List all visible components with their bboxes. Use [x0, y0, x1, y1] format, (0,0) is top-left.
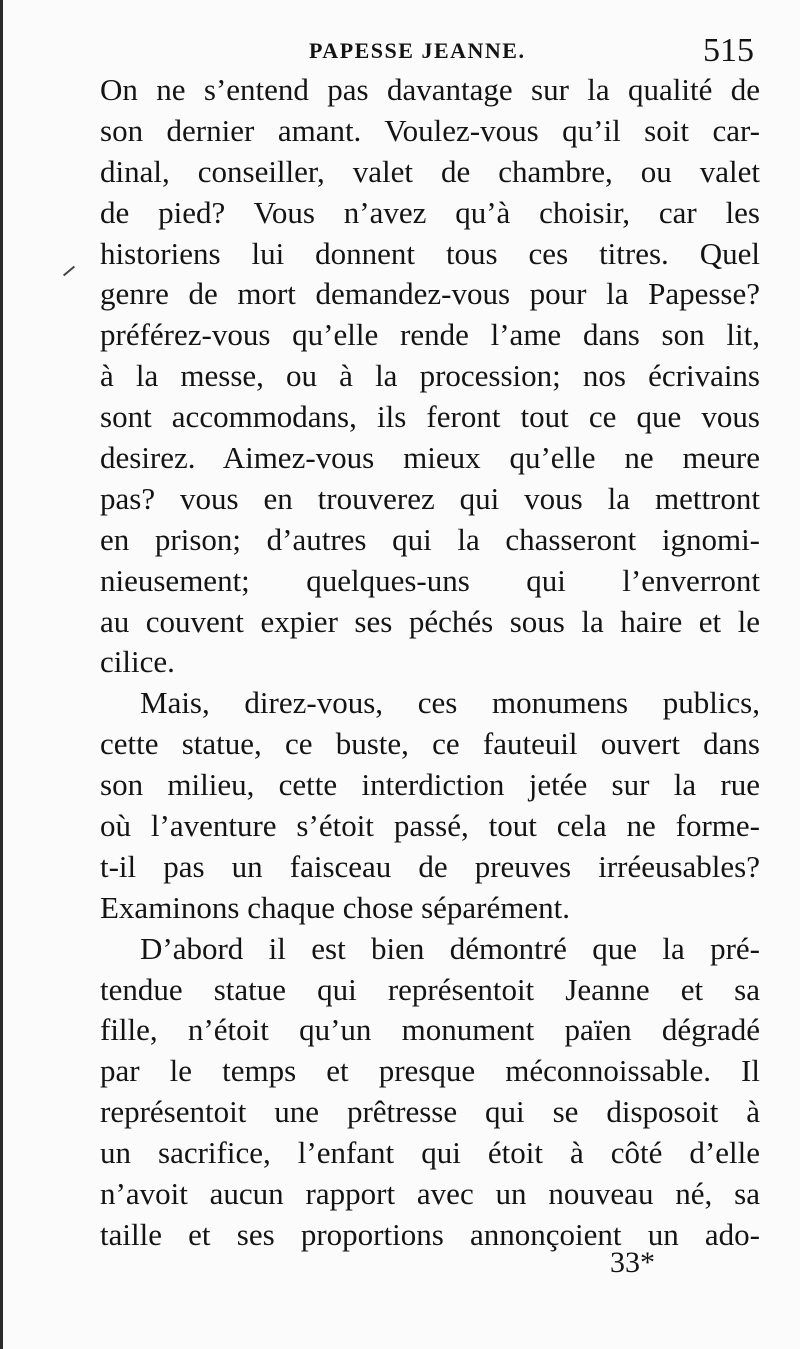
text-line: t-il pas un faisceau de preuves irréeusables?: [100, 848, 760, 884]
signature-mark: 33*: [610, 1246, 655, 1279]
text-line: au couvent expier ses péchés sous la haire et le: [100, 603, 760, 639]
text-line: historiens lui donnent tous ces titres. Quel: [100, 235, 760, 271]
text-line: nieusement; quelques-uns qui l’enverront: [100, 562, 760, 598]
text-line: dinal, conseiller, valet de chambre, ou valet: [100, 153, 760, 189]
text-line: fille, n’étoit qu’un monument païen dégradé: [100, 1012, 760, 1048]
paragraph: [100, 929, 760, 1256]
running-head: [104, 32, 754, 74]
text-line: en prison; d’autres qui la chasseront ignomi-: [100, 521, 760, 557]
text-line: pas? vous en trouverez qui vous la mettront: [100, 480, 760, 516]
text-line: cilice.: [100, 644, 175, 680]
running-title: PAPESSE JEANNE.: [309, 38, 526, 63]
text-line: cette statue, ce buste, ce fauteuil ouvert dans: [100, 726, 760, 762]
text-line: D’abord il est bien démontré que la pré-: [140, 930, 760, 966]
text-line: représentoit une prêtresse qui se disposoit à: [100, 1094, 760, 1130]
text-line: taille et ses proportions annonçoient un ado-: [100, 1216, 760, 1252]
text-line: par le temps et presque méconnoissable. Il: [100, 1053, 760, 1089]
text-line: où l’aventure s’étoit passé, tout cela ne forme-: [100, 808, 760, 844]
text-line: On ne s’entend pas davantage sur la qualité de: [100, 72, 760, 107]
text-line: Mais, direz-vous, ces monumens publics,: [140, 685, 760, 721]
paragraph: [100, 683, 760, 928]
text-line: préférez-vous qu’elle rende l’ame dans son lit,: [100, 317, 760, 353]
page-number: 515: [703, 32, 754, 69]
text-line: n’avoit aucun rapport avec un nouveau né, sa: [100, 1176, 760, 1212]
body-text: [100, 70, 760, 1256]
text-line: son dernier amant. Voulez-vous qu’il soit car-: [100, 112, 760, 148]
text-line: Examinons chaque chose séparément.: [100, 889, 570, 925]
text-line: sont accommodans, ils feront tout ce que vous: [100, 399, 760, 435]
margin-pencil-mark: [63, 266, 75, 277]
text-line: à la messe, ou à la procession; nos écrivains: [100, 358, 760, 394]
text-line: genre de mort demandez-vous pour la Papesse?: [100, 276, 760, 312]
paragraph: [100, 70, 760, 683]
text-line: son milieu, cette interdiction jetée sur la rue: [100, 767, 760, 803]
text-line: un sacrifice, l’enfant qui étoit à côté d’elle: [100, 1135, 760, 1171]
text-line: tendue statue qui représentoit Jeanne et sa: [100, 971, 760, 1007]
text-line: desirez. Aimez-vous mieux qu’elle ne meure: [100, 440, 760, 476]
page-edge-shadow: [0, 0, 3, 1349]
text-line: de pied? Vous n’avez qu’à choisir, car les: [100, 194, 760, 230]
